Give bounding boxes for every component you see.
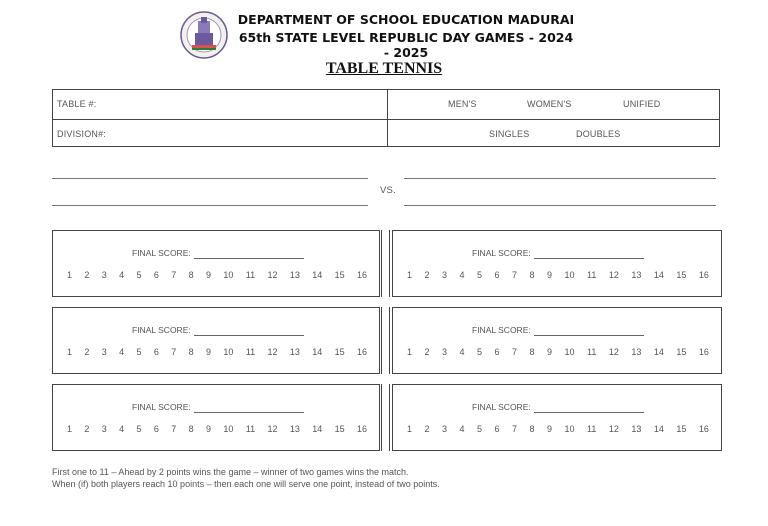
point-number[interactable]: 6 [494,270,500,280]
unified-option[interactable]: UNIFIED [623,99,661,109]
point-number[interactable]: 16 [698,347,709,357]
point-number[interactable]: 13 [289,424,300,434]
point-number[interactable]: 15 [676,424,687,434]
point-number[interactable]: 4 [119,270,125,280]
point-number[interactable]: 12 [267,270,278,280]
point-number[interactable]: 10 [564,424,575,434]
point-number[interactable]: 13 [631,424,642,434]
versus-label: VS. [380,185,396,196]
point-number[interactable]: 1 [67,424,73,434]
point-number[interactable]: 5 [477,270,483,280]
point-number[interactable]: 11 [587,270,597,280]
point-number[interactable]: 3 [442,347,448,357]
point-number[interactable]: 11 [245,270,256,280]
point-tally-row [67,270,367,280]
emblem-logo [178,11,230,59]
game-box-divider [381,307,390,374]
point-number[interactable]: 7 [171,424,177,434]
final-score-label: FINAL SCORE: [132,402,191,412]
point-number[interactable]: 2 [84,270,90,280]
game-box-divider [381,230,390,297]
point-number[interactable]: 5 [136,347,142,357]
point-number[interactable]: 1 [407,347,413,357]
point-number[interactable]: 15 [676,270,687,280]
mens-option[interactable]: MEN'S [448,99,477,109]
point-number[interactable]: 15 [676,347,687,357]
point-number[interactable]: 4 [459,270,465,280]
final-score-input-line[interactable] [194,412,304,413]
point-number[interactable]: 2 [424,270,430,280]
point-number[interactable]: 14 [312,424,323,434]
point-number[interactable]: 3 [442,424,448,434]
point-number[interactable]: 16 [698,424,709,434]
point-number[interactable]: 5 [136,270,142,280]
point-number[interactable]: 3 [101,424,107,434]
point-number[interactable]: 9 [547,424,553,434]
final-score-label: FINAL SCORE: [132,248,191,258]
point-number[interactable]: 6 [494,347,500,357]
rules-line-2: When (if) both players reach 10 points – then each one will serve one point, instead of two points. [52,479,440,489]
point-number[interactable]: 4 [119,424,125,434]
point-number[interactable]: 9 [206,347,212,357]
point-number[interactable]: 9 [547,347,553,357]
player-a-line-1[interactable] [52,178,368,179]
final-score-input-line[interactable] [194,335,304,336]
point-number[interactable]: 8 [529,347,535,357]
point-tally-row [407,424,709,434]
info-divider [387,90,388,146]
point-number[interactable]: 1 [407,270,413,280]
point-number[interactable]: 3 [101,347,107,357]
event-heading: 65th STATE LEVEL REPUBLIC DAY GAMES - 2024 - 2025 [238,30,574,60]
point-number[interactable]: 2 [424,424,430,434]
point-number[interactable]: 11 [587,347,597,357]
page-title: TABLE TENNIS [325,60,443,77]
doubles-option[interactable]: DOUBLES [576,129,621,139]
point-number[interactable]: 6 [153,424,159,434]
final-score-input-line[interactable] [194,258,304,259]
game-score-box [392,307,722,374]
point-number[interactable]: 16 [698,270,709,280]
final-score-input-line[interactable] [534,258,644,259]
point-tally-row [67,424,367,434]
final-score-label: FINAL SCORE: [472,248,531,258]
game-box-divider [381,384,390,451]
table-number-label: TABLE #: [57,99,97,109]
point-number[interactable]: 12 [267,347,278,357]
point-number[interactable]: 11 [245,347,256,357]
point-number[interactable]: 8 [188,347,194,357]
point-number[interactable]: 10 [223,270,234,280]
point-number[interactable]: 7 [512,347,518,357]
game-score-box [52,230,380,297]
point-number[interactable]: 14 [312,347,323,357]
point-number[interactable]: 8 [529,270,535,280]
point-number[interactable]: 4 [119,347,125,357]
point-number[interactable]: 1 [67,270,73,280]
point-number[interactable]: 12 [608,347,619,357]
final-score-input-line[interactable] [534,412,644,413]
point-number[interactable]: 13 [631,270,642,280]
point-number[interactable]: 6 [153,347,159,357]
point-number[interactable]: 8 [188,424,194,434]
point-number[interactable]: 12 [608,424,619,434]
point-number[interactable]: 3 [442,270,448,280]
final-score-input-line[interactable] [534,335,644,336]
point-number[interactable]: 5 [477,424,483,434]
point-number[interactable]: 2 [84,347,90,357]
point-number[interactable]: 2 [424,347,430,357]
department-heading: DEPARTMENT OF SCHOOL EDUCATION MADURAI [237,12,575,27]
point-number[interactable]: 7 [512,424,518,434]
game-score-box [392,230,722,297]
game-score-box [392,384,722,451]
singles-option[interactable]: SINGLES [489,129,530,139]
point-number[interactable]: 14 [312,270,323,280]
player-a-line-2[interactable] [52,205,368,206]
final-score-label: FINAL SCORE: [472,325,531,335]
point-number[interactable]: 7 [171,270,177,280]
match-info-box [52,89,720,147]
point-number[interactable]: 10 [564,270,575,280]
point-number[interactable]: 5 [477,347,483,357]
point-number[interactable]: 1 [67,347,73,357]
final-score-label: FINAL SCORE: [132,325,191,335]
game-score-box [52,384,380,451]
point-number[interactable]: 13 [631,347,642,357]
point-number[interactable]: 13 [289,270,300,280]
point-number[interactable]: 9 [206,424,212,434]
player-b-line-2[interactable] [404,205,716,206]
point-number[interactable]: 6 [494,424,500,434]
point-number[interactable]: 8 [529,424,535,434]
final-score-label: FINAL SCORE: [472,402,531,412]
point-tally-row [407,270,709,280]
point-tally-row [67,347,367,357]
point-number[interactable]: 11 [245,424,256,434]
womens-option[interactable]: WOMEN'S [527,99,572,109]
point-number[interactable]: 9 [547,270,553,280]
point-number[interactable]: 10 [564,347,575,357]
point-number[interactable]: 7 [171,347,177,357]
point-number[interactable]: 14 [653,347,664,357]
point-number[interactable]: 12 [267,424,278,434]
point-number[interactable]: 15 [334,270,345,280]
point-number[interactable]: 16 [356,270,367,280]
point-number[interactable]: 1 [407,424,413,434]
point-number[interactable]: 5 [136,424,142,434]
point-tally-row [407,347,709,357]
point-number[interactable]: 8 [188,270,194,280]
table-row [53,90,719,119]
point-number[interactable]: 4 [459,424,465,434]
point-number[interactable]: 10 [223,424,234,434]
point-number[interactable]: 16 [356,347,367,357]
point-number[interactable]: 14 [653,424,664,434]
point-number[interactable]: 12 [608,270,619,280]
point-number[interactable]: 2 [84,424,90,434]
rules-line-1: First one to 11 – Ahead by 2 points wins the game – winner of two games wins the match. [52,467,409,477]
game-score-box [52,307,380,374]
point-number[interactable]: 9 [206,270,212,280]
point-number[interactable]: 11 [587,424,597,434]
point-number[interactable]: 6 [153,270,159,280]
point-number[interactable]: 16 [356,424,367,434]
division-row [53,119,719,149]
point-number[interactable]: 15 [334,424,345,434]
point-number[interactable]: 14 [653,270,664,280]
player-b-line-1[interactable] [404,178,716,179]
point-number[interactable]: 4 [459,347,465,357]
point-number[interactable]: 13 [289,347,300,357]
point-number[interactable]: 10 [223,347,234,357]
division-label: DIVISION#: [57,129,107,139]
point-number[interactable]: 3 [101,270,107,280]
point-number[interactable]: 15 [334,347,345,357]
point-number[interactable]: 7 [512,270,518,280]
